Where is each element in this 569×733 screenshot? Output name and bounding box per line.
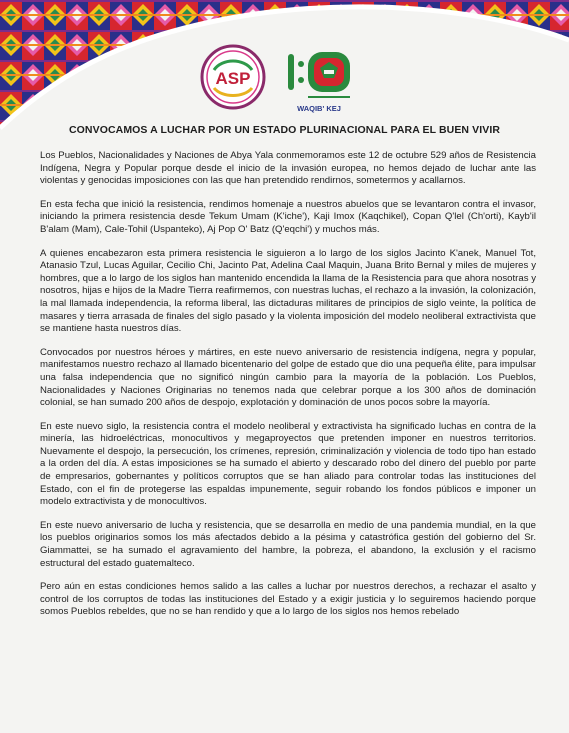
body-paragraph: En este nuevo siglo, la resistencia contra el modelo neoliberal y extractivista ha significado luchas en contra de la minería, las hidroeléctricas, monocultivos y megaproyectos que pretenden imponer en nuestros territorios. Nuevamente el despojo, la persecución, los crímenes, represión, criminalización y violencia de todo tipo han estado a la orden del día. A estas imposiciones se ha sumado el abierto y descarado robo del dinero del pueblo por parte de empresarios, gobernantes y políticos corruptos que se han aliado para controlar todas las instituciones del Estado, con el fin de protegerse las espaldas impunemente, seguir robando los fondos públicos e imponer un modelo extractivista y de monocultivos.: [40, 420, 536, 508]
asp-logo-text: ASP: [215, 69, 251, 88]
asp-logo: [200, 44, 266, 110]
document-body: [40, 150, 536, 630]
body-paragraph: En este nuevo aniversario de lucha y resistencia, que se desarrolla en medio de una pandemia mundial, en la que los pueblos originarios somos los más afectados debido a la pésima y catastrófica gestión del gobierno del Sr. Giammattei, se ha sumado el agravamiento del hambre, la pobreza, el abandono, la exclusión y el racismo estructural del estado guatemalteco.: [40, 519, 536, 569]
body-paragraph: Pero aún en estas condiciones hemos salido a las calles a luchar por nuestros derechos, a rechazar el asalto y control de los corruptos de todas las instituciones del Estado y a exigir justicia y lo seguiremos haciendo porque somos Pueblos rebeldes, que no se han rendido y que a lo largo de los siglos nos hemos rebelado: [40, 581, 536, 618]
document-title: CONVOCAMOS A LUCHAR POR UN ESTADO PLURINACIONAL PARA EL BUEN VIVIR: [68, 124, 501, 136]
body-paragraph: A quienes encabezaron esta primera resistencia le siguieron a lo largo de los siglos Jacinto K'anek, Manuel Tot, Atanasio Tzul, Lucas Aguilar, Cecilio Chi, Jacinto Pat, Adelina Caal Maquin, Juana Brito Bernal y miles de mujeres y hombres, que a lo largo de los siglos han mantenido encendida la llama de la Resistencia para que ahora nosotras y nosotros, hijas e hijos de la Madre Tierra reafirmemos, con nuestras luchas, el rechazo a la invasión, la colonización, la mal llamada independencia, la reforma liberal, las dictaduras militares de principios de siglo veinte, la política de masares y tierra arrasada de finales del siglo pasado y la violenta imposición del modelo neoliberal extractivista que se mantiene hasta nuestros días.: [40, 247, 536, 335]
logo-group: [200, 44, 400, 114]
svg-text:WAQIB' KEJ: WAQIB' KEJ: [297, 104, 341, 113]
waqib-kej-logo-caption: [284, 102, 354, 114]
body-paragraph: En esta fecha que inició la resistencia, rendimos homenaje a nuestros abuelos que se levantaron contra el invasor, iniciando la primera resistencia desde Tekum Umam (K'iche'), Kaji Imox (Kaqchikel), Copan Q'lel (Ch'orti), Kayb'il B'alam (Mam), Cale-Tohil (Uspanteko), Aj Pop O' Batz (Q'eqchi') y muchos más.: [40, 198, 536, 235]
waqib-kej-logo: [284, 48, 354, 108]
body-paragraph: Los Pueblos, Nacionalidades y Naciones de Abya Yala conmemoramos este 12 de octubre 529 años de Resistencia Indígena, Negra y Popular porque desde el inicio de la invasión europea, no hemos dejado de luchar ante las violentas y genocidas imposiciones con las que han pretendido rendirnos, sometermos y acallarnos.: [40, 150, 536, 187]
body-paragraph: Convocados por nuestros héroes y mártires, en este nuevo aniversario de resistencia indígena, negra y popular, manifestamos nuestro rechazo al llamado bicentenario del golpe de estado que dio una pequeña élite, para impulsar una falsa independencia que no significó ningún cambio para la mayoría de la población. Los Pueblos, Nacionalidades y Naciones Originarias no tenemos nada que celebrar porque a los 300 años de dominación colonial, se han sumado 200 años de despojo, explotación y dominación de unos pocos sobre la mayoría.: [40, 346, 536, 409]
